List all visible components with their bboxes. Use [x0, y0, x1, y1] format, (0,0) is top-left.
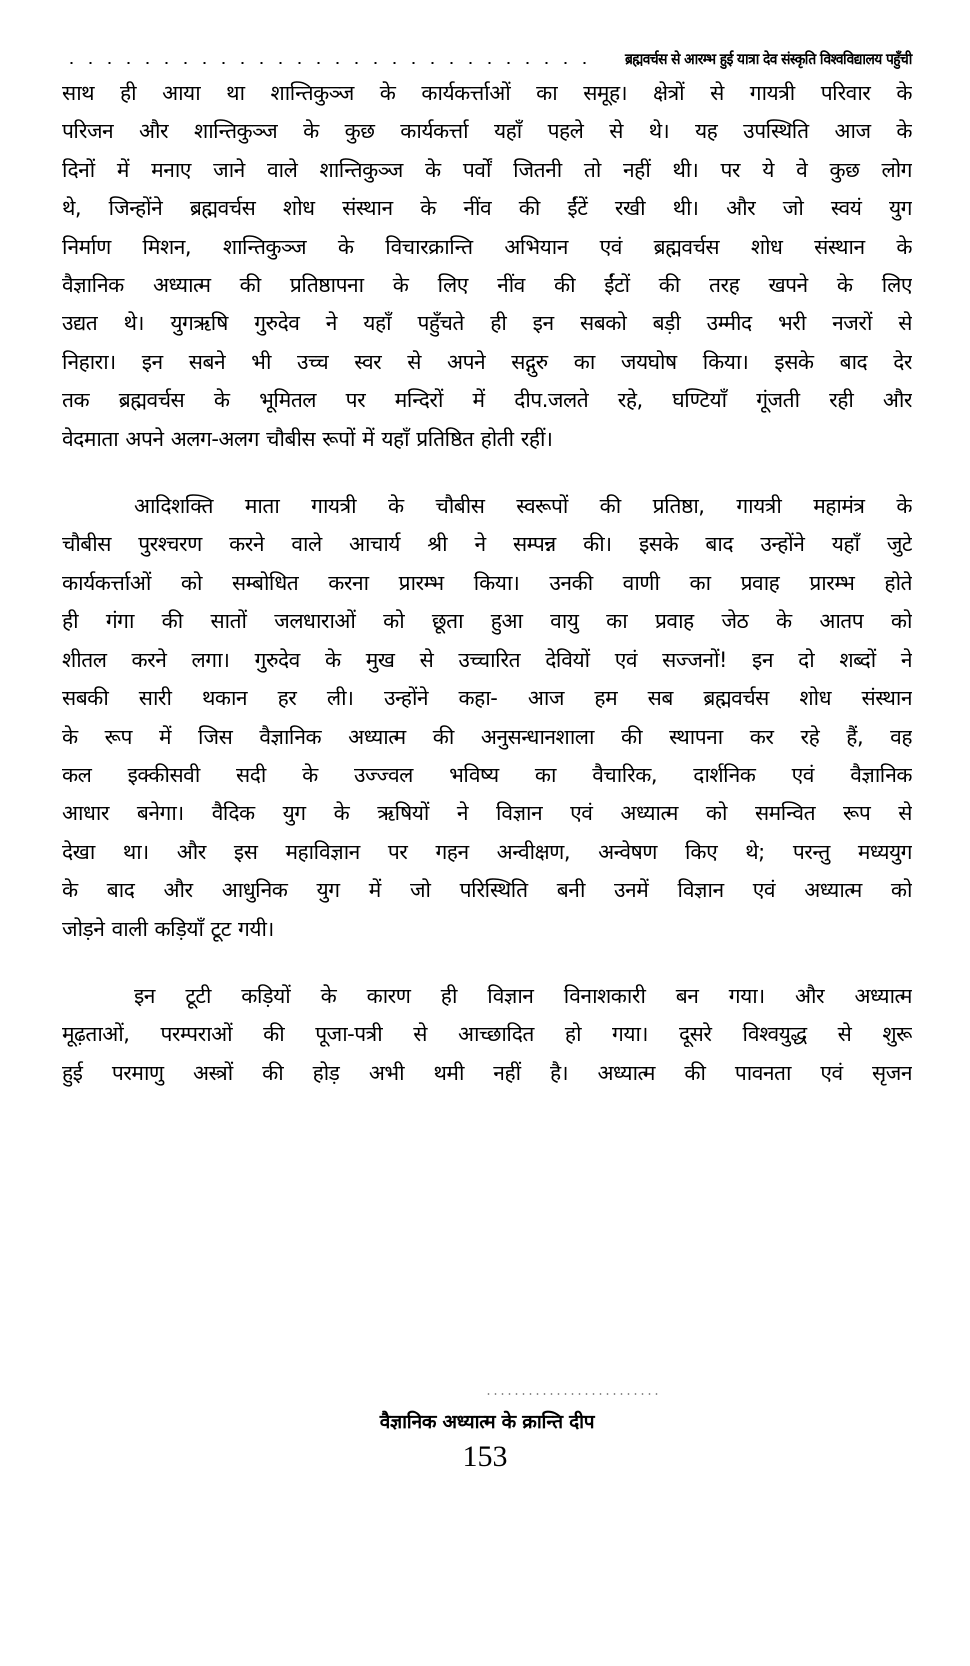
paragraph-1: [62, 74, 912, 458]
text-line: परिजन और शान्तिकुञ्ज के कुछ कार्यकर्त्ता यहाँ पहले से थे। यह उपस्थिति आज के: [62, 119, 912, 144]
chapter-title: ब्रह्मवर्चस से आरम्भ हुई यात्रा देव संस्कृति विश्वविद्यालय पहुँची: [625, 50, 912, 68]
page-number: 153: [462, 1440, 508, 1473]
book-title: वैज्ञानिक अध्यात्म के क्रान्ति दीप: [379, 1411, 595, 1433]
text-line: साथ ही आया था शान्तिकुञ्ज के कार्यकर्त्ताओं का समूह। क्षेत्रों से गायत्री परिवार के: [62, 81, 912, 105]
text-line: तक ब्रह्मवर्चस के भूमितल पर मन्दिरों में दीप.जलते रहे, घण्टियाँ गूंजती रही और: [62, 388, 912, 413]
text-line: देखा था। और इस महाविज्ञान पर गहन अन्वीक्षण, अन्वेषण किए थे; परन्तु मध्ययुग: [62, 839, 912, 864]
header-dot-leader: [62, 62, 592, 64]
text-line: के बाद और आधुनिक युग में जो परिस्थिति बनी उनमें विज्ञान एवं अध्यात्म को: [62, 878, 912, 903]
text-line: आदिशक्ति माता गायत्री के चौबीस स्वरूपों की प्रतिष्ठा, गायत्री महामंत्र के: [134, 494, 912, 519]
text-line: हुई परमाणु अस्त्रों की होड़ अभी थमी नहीं है। अध्यात्म की पावनता एवं सृजन: [62, 1060, 912, 1085]
text-line: मूढ़ताओं, परम्पराओं की पूजा-पत्री से आच्छादित हो गया। दूसरे विश्वयुद्ध से शुरू: [62, 1022, 912, 1047]
footer-dot-leader: [485, 1393, 660, 1395]
running-header: [62, 44, 912, 70]
text-line: वेदमाता अपने अलग-अलग चौबीस रूपों में यहाँ प्रतिष्ठित होती रहीं।: [62, 426, 553, 451]
text-line: कार्यकर्त्ताओं को सम्बोधित करना प्रारम्भ किया। उनकी वाणी का प्रवाह प्रारम्भ होते: [62, 570, 912, 595]
text-line: थे, जिन्होंने ब्रह्मवर्चस शोध संस्थान के नींव की ईंटें रखी थी। और जो स्वयं युग: [62, 196, 912, 221]
text-line: शीतल करने लगा। गुरुदेव के मुख से उच्चारित देवियों एवं सज्जनों! इन दो शब्दों ने: [62, 647, 912, 672]
text-line: आधार बनेगा। वैदिक युग के ऋषियों ने विज्ञान एवं अध्यात्म को समन्वित रूप से: [62, 801, 912, 826]
text-line: कल इक्कीसवी सदी के उज्ज्वल भविष्य का वैचारिक, दार्शनिक एवं वैज्ञानिक: [62, 762, 912, 787]
text-line: वैज्ञानिक अध्यात्म की प्रतिष्ठापना के लिए नींव की ईंटों की तरह खपने के लिए: [62, 273, 912, 298]
text-line: चौबीस पुरश्चरण करने वाले आचार्य श्री ने सम्पन्न की। इसके बाद उन्होंने यहाँ जुटे: [62, 532, 912, 557]
text-line: सबकी सारी थकान हर ली। उन्होंने कहा- आज हम सब ब्रह्मवर्चस शोध संस्थान: [62, 686, 912, 711]
body-text: [62, 74, 912, 1092]
paragraph-3: [62, 977, 912, 1092]
text-line: दिनों में मनाए जाने वाले शान्तिकुञ्ज के पर्वों जितनी तो नहीं थी। पर ये वे कुछ लोग: [62, 157, 912, 182]
text-line: उद्यत थे। युगऋषि गुरुदेव ने यहाँ पहुँचते ही इन सबको बड़ी उम्मीद भरी नजरों से: [62, 311, 912, 336]
text-line: निहारा। इन सबने भी उच्च स्वर से अपने सद्गुरु का जयघोष किया। इसके बाद देर: [62, 349, 912, 374]
text-line: निर्माण मिशन, शान्तिकुञ्ज के विचारक्रान्ति अभियान एवं ब्रह्मवर्चस शोध संस्थान के: [62, 234, 912, 259]
text-line: इन टूटी कड़ियों के कारण ही विज्ञान विनाशकारी बन गया। और अध्यात्म: [134, 983, 912, 1008]
text-line: ही गंगा की सातों जलधाराओं को छूता हुआ वायु का प्रवाह जेठ के आतप को: [62, 609, 912, 634]
text-line: के रूप में जिस वैज्ञानिक अध्यात्म की अनुसन्धानशाला की स्थापना कर रहे हैं, वह: [62, 724, 912, 749]
paragraph-2: [62, 487, 912, 948]
text-line: जोड़ने वाली कड़ियाँ टूट गयी।: [62, 916, 274, 941]
